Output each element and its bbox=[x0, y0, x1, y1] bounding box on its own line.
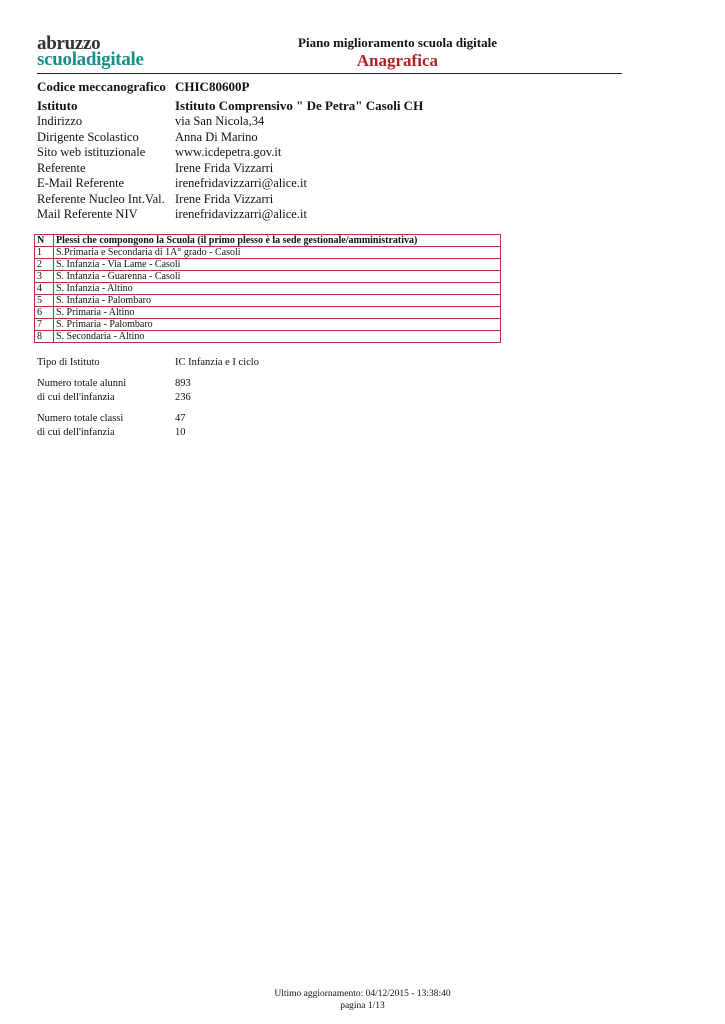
table-row bbox=[35, 295, 501, 307]
row-plesso: S. Infanzia - Palombaro bbox=[54, 295, 501, 307]
row-number: 2 bbox=[35, 259, 54, 271]
logo-line-1: abruzzo bbox=[37, 33, 101, 54]
row-number: 8 bbox=[35, 331, 54, 343]
info-label: Dirigente Scolastico bbox=[37, 129, 139, 144]
section-title: Anagrafica bbox=[356, 51, 438, 70]
info-value: irenefridavizzarri@alice.it bbox=[175, 207, 307, 221]
table-row bbox=[35, 331, 501, 343]
stat-label: Tipo di Istituto bbox=[37, 357, 100, 368]
info-value: Istituto Comprensivo " De Petra" Casoli CH bbox=[175, 98, 424, 113]
row-plesso: S. Infanzia - Via Lame - Casoli bbox=[54, 259, 501, 271]
stat-label: di cui dell'infanzia bbox=[37, 427, 115, 438]
document-title: Piano miglioramento scuola digitale bbox=[298, 35, 497, 50]
info-label: Referente bbox=[37, 160, 86, 175]
column-header-n: N bbox=[35, 235, 54, 247]
table-row bbox=[35, 319, 501, 331]
info-value: via San Nicola,34 bbox=[175, 114, 265, 128]
stat-label: Numero totale alunni bbox=[37, 378, 127, 389]
column-header-plesso: Plessi che compongono la Scuola (il primo plesso è la sede gestionale/amministrativa) bbox=[54, 235, 501, 247]
info-label: Indirizzo bbox=[37, 114, 83, 128]
stat-value: IC Infanzia e I ciclo bbox=[175, 357, 259, 368]
info-value: Irene Frida Vizzarri bbox=[175, 191, 274, 206]
stat-label: di cui dell'infanzia bbox=[37, 392, 115, 403]
header-divider bbox=[37, 73, 622, 74]
row-number: 4 bbox=[35, 283, 54, 295]
logo bbox=[37, 33, 144, 70]
info-label: E-Mail Referente bbox=[37, 176, 125, 190]
row-number: 5 bbox=[35, 295, 54, 307]
table-row bbox=[35, 259, 501, 271]
page-footer bbox=[0, 988, 725, 1012]
codice-row bbox=[37, 79, 250, 95]
row-number: 1 bbox=[35, 247, 54, 259]
stat-value: 236 bbox=[175, 392, 191, 403]
row-plesso: S. Secondaria - Altino bbox=[54, 331, 501, 343]
row-plesso: S. Infanzia - Altino bbox=[54, 283, 501, 295]
plessi-table bbox=[34, 234, 501, 343]
stat-label: Numero totale classi bbox=[37, 413, 124, 424]
row-plesso: S.Primaria e Secondaria di 1A° grado - Casoli bbox=[54, 247, 501, 259]
codice-value: CHIC80600P bbox=[175, 79, 250, 94]
codice-label: Codice meccanografico bbox=[37, 79, 166, 94]
table-row bbox=[35, 283, 501, 295]
stat-value: 893 bbox=[175, 378, 191, 389]
info-value: irenefridavizzarri@alice.it bbox=[175, 176, 307, 190]
page-number: pagina 1/13 bbox=[340, 1001, 385, 1011]
info-label: Istituto bbox=[37, 98, 78, 113]
row-number: 3 bbox=[35, 271, 54, 283]
row-number: 7 bbox=[35, 319, 54, 331]
info-value: Irene Frida Vizzarri bbox=[175, 160, 274, 175]
info-label: Referente Nucleo Int.Val. bbox=[37, 191, 165, 206]
stat-value: 47 bbox=[175, 413, 186, 424]
row-plesso: S. Primaria - Palombaro bbox=[54, 319, 501, 331]
row-plesso: S. Primaria - Altino bbox=[54, 307, 501, 319]
table-row bbox=[35, 247, 501, 259]
table-header-row bbox=[35, 235, 501, 247]
table-row bbox=[35, 307, 501, 319]
table-row bbox=[35, 271, 501, 283]
logo-line-2: scuoladigitale bbox=[37, 49, 144, 70]
row-number: 6 bbox=[35, 307, 54, 319]
info-value: www.icdepetra.gov.it bbox=[175, 145, 282, 159]
info-label: Sito web istituzionale bbox=[37, 145, 146, 159]
info-label: Mail Referente NIV bbox=[37, 207, 138, 221]
last-updated: Ultimo aggiornamento: 04/12/2015 - 13:38:40 bbox=[274, 989, 451, 999]
stat-value: 10 bbox=[175, 427, 186, 438]
row-plesso: S. Infanzia - Guarenna - Casoli bbox=[54, 271, 501, 283]
info-value: Anna Di Marino bbox=[175, 129, 258, 144]
